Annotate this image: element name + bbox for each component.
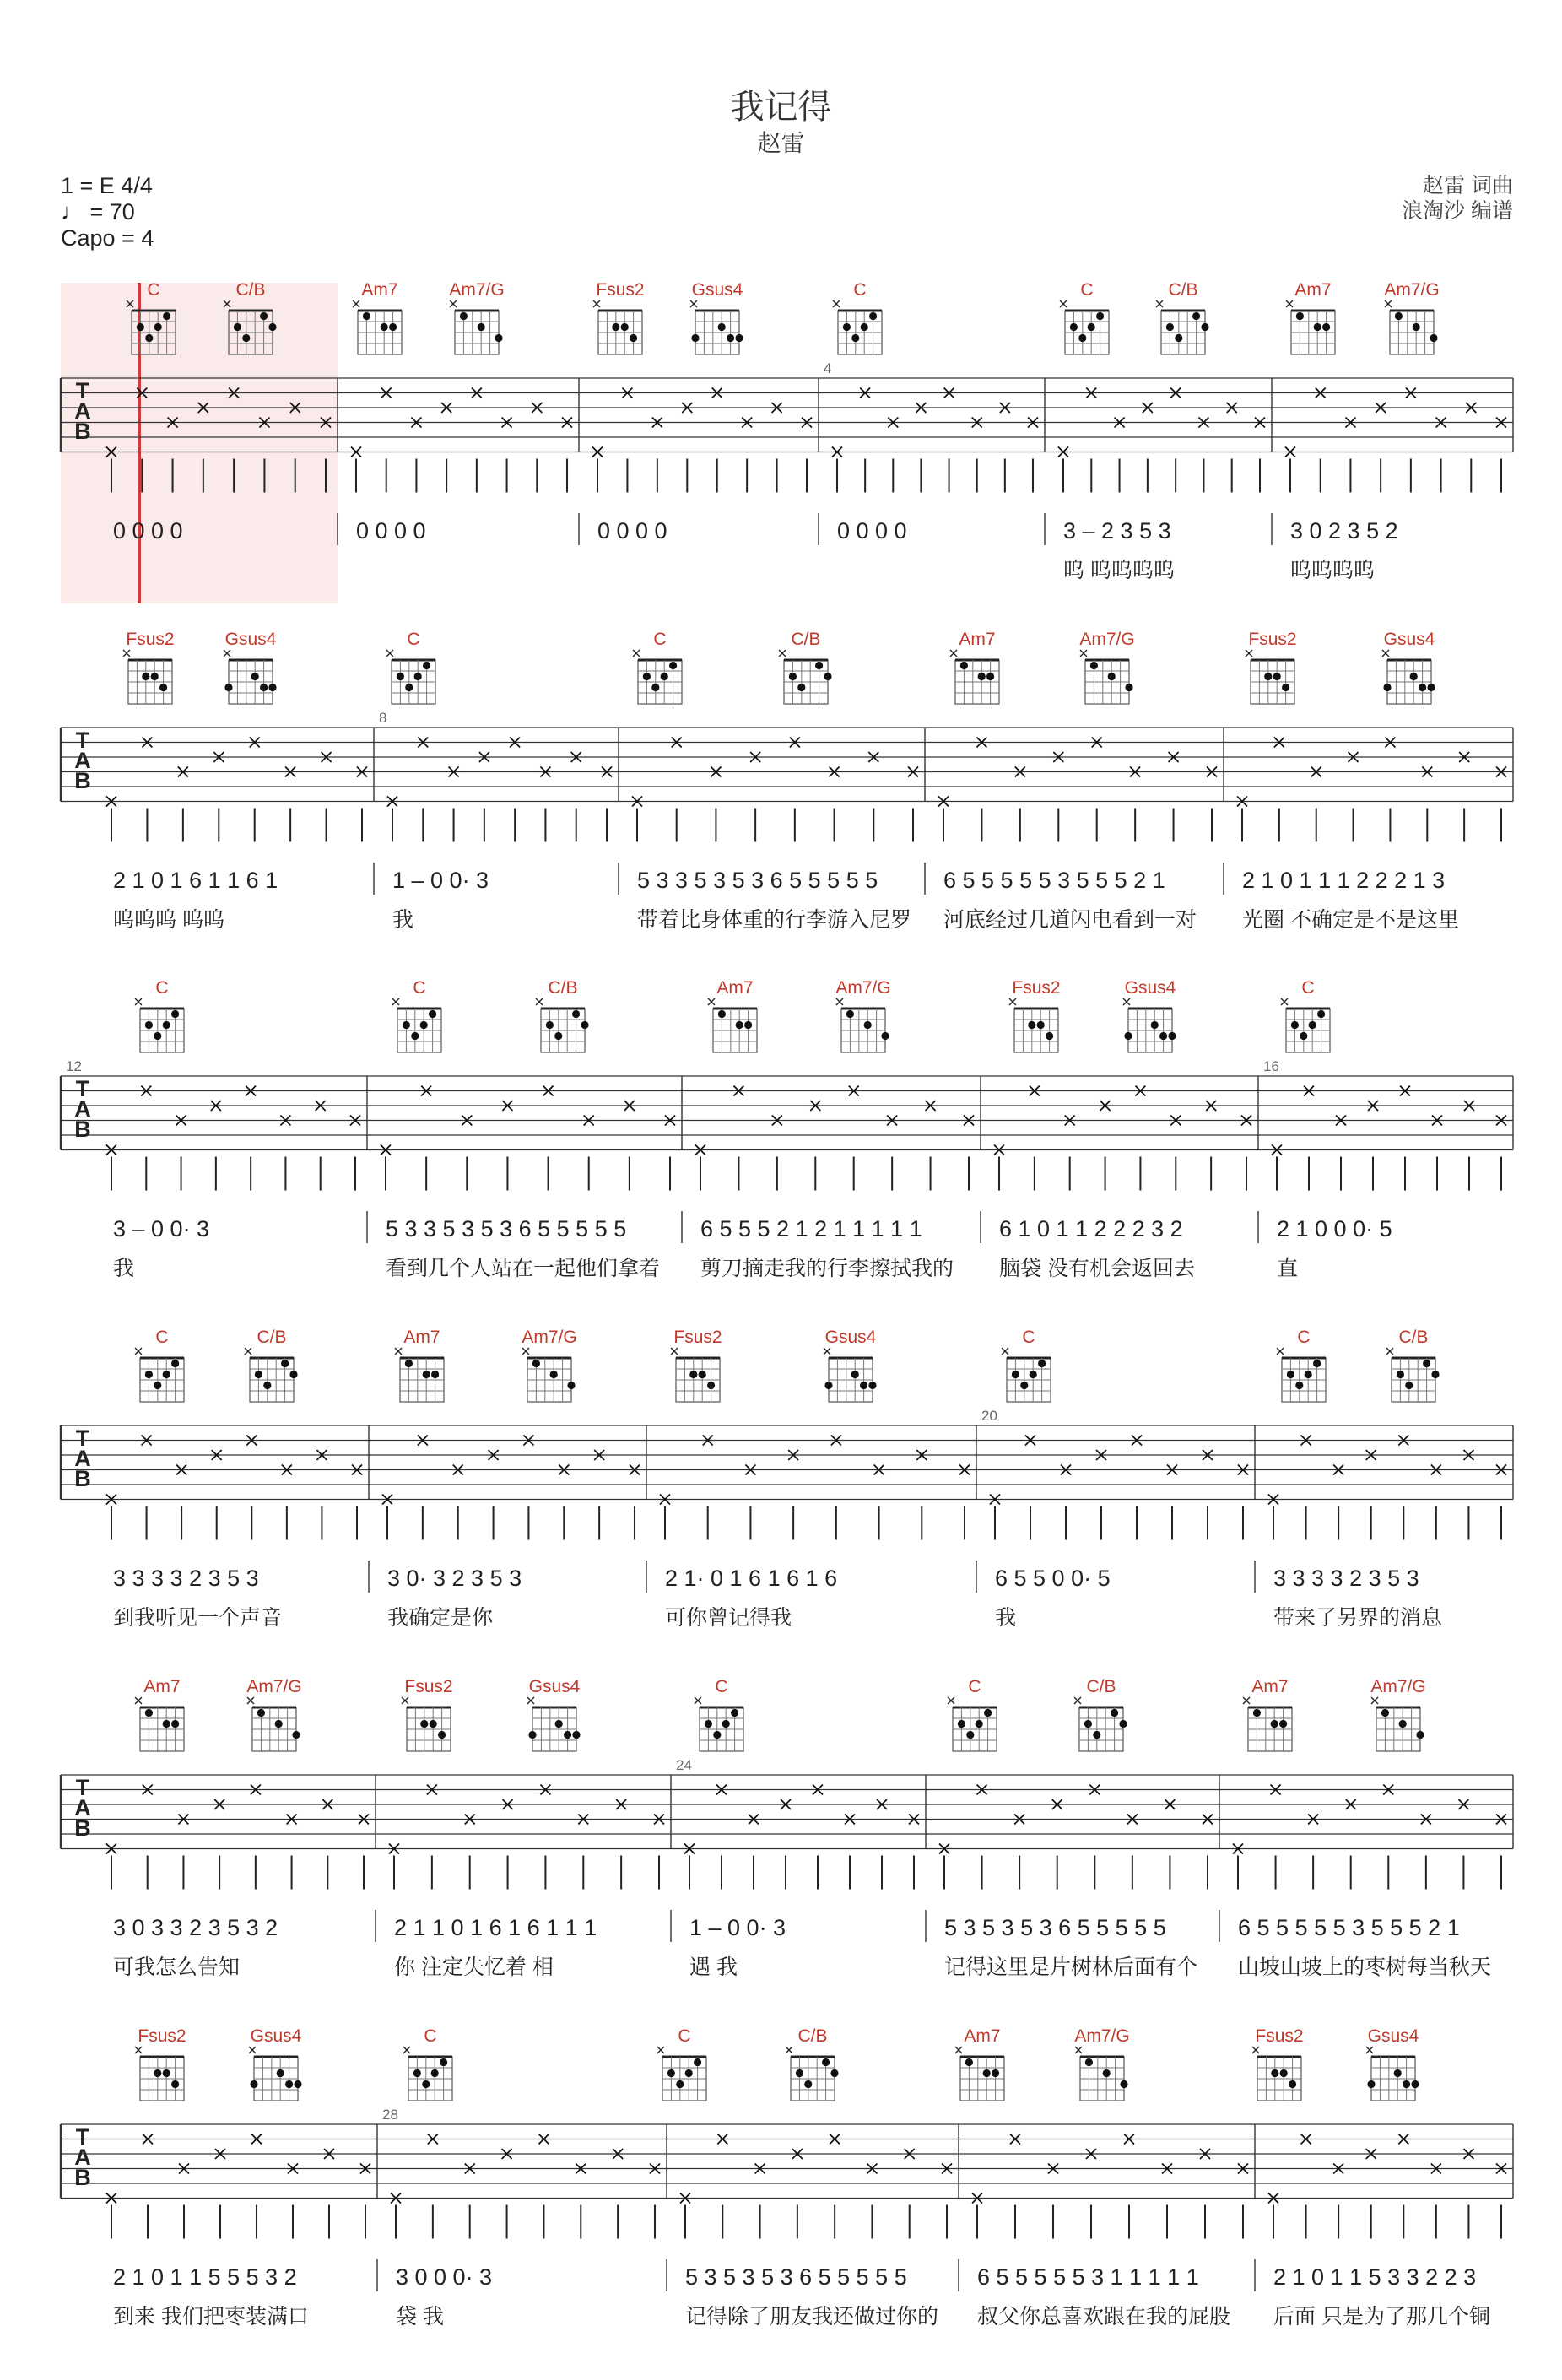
tab-clef-letter: B bbox=[74, 768, 91, 793]
system-4 bbox=[61, 1328, 1513, 1630]
numbered-notation: 3 – 2 3 5 3 bbox=[1063, 518, 1171, 544]
tab-clef-letter: A bbox=[74, 1446, 91, 1471]
tab-clef-letter: T bbox=[75, 1425, 90, 1451]
chord-diagram bbox=[1079, 630, 1134, 704]
chord-diagram bbox=[671, 1328, 722, 1402]
numbered-notation: 1 – 0 0· 3 bbox=[689, 1915, 786, 1940]
chord-diagram bbox=[135, 1328, 184, 1402]
lyric-line: 光圈 不确定是不是这里 bbox=[1242, 908, 1459, 932]
chord-name: Fsus2 bbox=[126, 630, 175, 649]
lyric-line: 可我怎么告知 bbox=[113, 1955, 241, 1979]
chord-diagram bbox=[948, 1677, 997, 1751]
chord-diagram bbox=[224, 280, 277, 354]
lyric-line: 我 bbox=[113, 1257, 135, 1280]
system-2 bbox=[61, 630, 1513, 932]
chord-name: C/B bbox=[548, 978, 578, 998]
numbered-notation: 5 3 3 5 3 5 3 6 5 5 5 5 5 bbox=[386, 1216, 627, 1241]
numbered-notation: 6 5 5 5 5 5 3 1 1 1 1 1 bbox=[977, 2264, 1199, 2290]
chord-diagram bbox=[824, 1328, 877, 1402]
chord-name: C/B bbox=[1086, 1677, 1116, 1696]
lyric-line: 脑袋 没有机会返回去 bbox=[999, 1257, 1195, 1280]
numbered-notation: 6 5 5 5 2 1 2 1 1 1 1 1 bbox=[700, 1216, 922, 1241]
system-5 bbox=[61, 1677, 1513, 1979]
chord-name: C/B bbox=[797, 2026, 828, 2046]
chord-diagram bbox=[1246, 630, 1297, 704]
lyric-line: 叔父你总喜欢跟在我的屁股 bbox=[977, 2305, 1231, 2329]
key-signature: 1 = E 4/4 bbox=[61, 173, 153, 198]
system-1 bbox=[61, 280, 1513, 582]
chord-diagram bbox=[353, 280, 402, 354]
tab-clef-letter: B bbox=[74, 1117, 91, 1142]
numbered-notation: 6 5 5 5 5 5 3 5 5 5 2 1 bbox=[1238, 1915, 1460, 1940]
measure-number: 12 bbox=[66, 1058, 82, 1074]
arranger: 浪淘沙 编谱 bbox=[1402, 199, 1513, 223]
numbered-notation: 3 0 0 0· 3 bbox=[396, 2264, 493, 2290]
chord-diagram bbox=[1156, 280, 1209, 354]
chord-diagram bbox=[224, 630, 277, 704]
chord-diagram bbox=[127, 280, 176, 354]
chord-name: Gsus4 bbox=[691, 280, 743, 300]
chord-name: Gsus4 bbox=[1124, 978, 1176, 998]
chord-name: Fsus2 bbox=[404, 1677, 453, 1696]
tempo-marking: ♩ = 70 bbox=[61, 199, 135, 224]
chord-name: C bbox=[155, 1328, 169, 1347]
chord-diagram bbox=[1382, 630, 1435, 704]
chord-name: Am7/G bbox=[246, 1677, 302, 1696]
chord-name: C bbox=[1022, 1328, 1035, 1347]
chord-name: C bbox=[1080, 280, 1094, 300]
chord-diagram bbox=[1002, 1328, 1051, 1402]
chord-diagram bbox=[695, 1677, 743, 1751]
numbered-notation: 3 0 3 3 2 3 5 3 2 bbox=[113, 1915, 278, 1940]
tab-clef-letter: B bbox=[74, 2165, 91, 2190]
tab-clef-letter: T bbox=[75, 378, 90, 403]
chord-diagram bbox=[1386, 1328, 1440, 1402]
tab-clef-letter: A bbox=[74, 1096, 91, 1122]
chord-diagram bbox=[1281, 978, 1330, 1052]
chord-diagram bbox=[522, 1328, 576, 1402]
capo-marking: Capo = 4 bbox=[61, 225, 154, 251]
tab-clef-letter: B bbox=[74, 1815, 91, 1841]
chord-diagram bbox=[1252, 2026, 1304, 2101]
lyric-line: 带来了另界的消息 bbox=[1273, 1606, 1443, 1630]
chord-diagram bbox=[633, 630, 682, 704]
numbered-notation: 2 1· 0 1 6 1 6 1 6 bbox=[665, 1566, 838, 1591]
lyric-line: 呜 呜呜呜呜 bbox=[1063, 559, 1175, 582]
chord-name: Am7 bbox=[964, 2026, 1001, 2046]
chord-diagram bbox=[1286, 280, 1335, 354]
lyric-line: 山坡山坡上的枣树每当秋天 bbox=[1238, 1955, 1492, 1979]
lyric-line: 你 注定失忆着 相 bbox=[394, 1955, 554, 1979]
numbered-notation: 2 1 0 0 0· 5 bbox=[1277, 1216, 1392, 1241]
chord-name: C/B bbox=[791, 630, 821, 649]
chord-name: C bbox=[715, 1677, 728, 1696]
chord-diagram bbox=[833, 280, 882, 354]
numbered-notation: 0 0 0 0 bbox=[113, 518, 183, 544]
lyric-line: 呜呜呜 呜呜 bbox=[113, 908, 224, 932]
chord-diagram bbox=[135, 2026, 186, 2101]
chord-diagram bbox=[1074, 2026, 1129, 2101]
chord-name: C bbox=[1297, 1328, 1311, 1347]
tab-clef-letter: A bbox=[74, 398, 91, 424]
chord-diagram bbox=[386, 630, 435, 704]
chord-diagram bbox=[1370, 1677, 1425, 1751]
chord-diagram bbox=[1060, 280, 1109, 354]
chord-name: Am7 bbox=[1294, 280, 1332, 300]
chord-diagram bbox=[1366, 2026, 1419, 2101]
chord-name: C bbox=[853, 280, 867, 300]
chord-diagram bbox=[392, 978, 441, 1052]
chord-name: Am7/G bbox=[1074, 2026, 1130, 2046]
chord-name: C bbox=[653, 630, 667, 649]
numbered-notation: 0 0 0 0 bbox=[837, 518, 907, 544]
chord-diagram bbox=[527, 1677, 581, 1751]
chord-name: Am7 bbox=[959, 630, 996, 649]
lyric-line: 剪刀摘走我的行李擦拭我的 bbox=[700, 1257, 954, 1280]
chord-name: Gsus4 bbox=[1367, 2026, 1419, 2046]
chord-diagram bbox=[135, 1677, 184, 1751]
chord-name: Fsus2 bbox=[1248, 630, 1297, 649]
tab-clef-letter: T bbox=[75, 1775, 90, 1800]
tab-clef-letter: B bbox=[74, 419, 91, 444]
chord-diagram bbox=[536, 978, 589, 1052]
chord-diagram bbox=[123, 630, 175, 704]
chord-name: Am7/G bbox=[1384, 280, 1440, 300]
lyric-line: 遇 我 bbox=[689, 1955, 738, 1979]
chord-diagram bbox=[690, 280, 743, 354]
chord-name: C bbox=[147, 280, 160, 300]
numbered-notation: 6 5 5 0 0· 5 bbox=[995, 1566, 1111, 1591]
chord-diagram bbox=[1277, 1328, 1326, 1402]
chord-diagram bbox=[1384, 280, 1439, 354]
chord-name: C bbox=[968, 1677, 981, 1696]
chord-name: C/B bbox=[1168, 280, 1198, 300]
chord-diagram bbox=[708, 978, 757, 1052]
lyric-line: 带着比身体重的行李游入尼罗 bbox=[637, 908, 912, 932]
chord-name: C bbox=[413, 978, 426, 998]
chord-name: Gsus4 bbox=[528, 1677, 581, 1696]
system-3 bbox=[61, 978, 1513, 1280]
lyric-line: 河底经过几道闪电看到一对 bbox=[943, 908, 1197, 932]
lyric-line: 袋 我 bbox=[396, 2305, 444, 2329]
numbered-notation: 3 0 2 3 5 2 bbox=[1290, 518, 1398, 544]
numbered-notation: 2 1 0 1 1 1 2 2 2 1 3 bbox=[1242, 868, 1446, 893]
numbered-notation: 6 5 5 5 5 5 3 5 5 5 2 1 bbox=[943, 868, 1165, 893]
chord-diagram bbox=[657, 2026, 706, 2101]
numbered-notation: 3 3 3 3 2 3 5 3 bbox=[1273, 1566, 1419, 1591]
chord-name: C bbox=[1301, 978, 1315, 998]
measure-number: 16 bbox=[1263, 1058, 1279, 1074]
chord-name: C bbox=[407, 630, 420, 649]
tab-clef-letter: A bbox=[74, 2145, 91, 2170]
chord-name: Am7/G bbox=[835, 978, 891, 998]
chord-name: Am7/G bbox=[1370, 1677, 1426, 1696]
chord-name: C/B bbox=[235, 280, 266, 300]
numbered-notation: 5 3 5 3 5 3 6 5 5 5 5 5 bbox=[944, 1915, 1166, 1940]
measure-number: 24 bbox=[676, 1757, 692, 1773]
tab-clef-letter: T bbox=[75, 2124, 90, 2150]
chord-name: Am7 bbox=[143, 1677, 181, 1696]
chord-diagram bbox=[245, 1328, 298, 1402]
song-artist: 赵雷 bbox=[757, 130, 805, 156]
chord-name: Am7 bbox=[403, 1328, 440, 1347]
numbered-notation: 2 1 0 1 1 5 3 3 2 2 3 bbox=[1273, 2264, 1477, 2290]
chord-name: Fsus2 bbox=[1255, 2026, 1304, 2046]
lyric-line: 可你曾记得我 bbox=[665, 1606, 792, 1630]
lyric-line: 我 bbox=[995, 1606, 1017, 1630]
numbered-notation: 2 1 0 1 6 1 1 6 1 bbox=[113, 868, 278, 893]
tab-clef-letter: B bbox=[74, 1466, 91, 1491]
chord-name: Am7 bbox=[716, 978, 754, 998]
chord-name: Am7 bbox=[361, 280, 398, 300]
lyric-line: 呜呜呜呜 bbox=[1290, 559, 1376, 582]
numbered-notation: 3 – 0 0· 3 bbox=[113, 1216, 210, 1241]
numbered-notation: 6 1 0 1 1 2 2 2 3 2 bbox=[999, 1216, 1183, 1241]
lyric-line: 直 bbox=[1277, 1257, 1299, 1280]
tab-clef-letter: A bbox=[74, 1795, 91, 1820]
chord-diagram bbox=[449, 280, 504, 354]
measure-number: 8 bbox=[379, 710, 387, 726]
chord-diagram bbox=[1074, 1677, 1127, 1751]
chord-name: Gsus4 bbox=[824, 1328, 877, 1347]
numbered-notation: 2 1 1 0 1 6 1 6 1 1 1 bbox=[394, 1915, 597, 1940]
chord-name: Gsus4 bbox=[250, 2026, 302, 2046]
chord-diagram bbox=[402, 1677, 453, 1751]
chord-diagram bbox=[786, 2026, 839, 2101]
chord-name: Gsus4 bbox=[224, 630, 277, 649]
lyric-line: 看到几个人站在一起他们拿着 bbox=[386, 1257, 661, 1280]
chord-diagram bbox=[835, 978, 890, 1052]
chord-name: Fsus2 bbox=[673, 1328, 722, 1347]
chord-name: Fsus2 bbox=[138, 2026, 186, 2046]
chord-name: Am7/G bbox=[449, 280, 505, 300]
lyric-line: 我确定是你 bbox=[387, 1606, 494, 1630]
chord-diagram bbox=[950, 630, 999, 704]
chord-diagram bbox=[779, 630, 832, 704]
system-6 bbox=[61, 2026, 1513, 2329]
numbered-notation: 3 0· 3 2 3 5 3 bbox=[387, 1566, 522, 1591]
lyric-line: 后面 只是为了那几个铜 bbox=[1273, 2305, 1490, 2329]
chord-name: Am7/G bbox=[1079, 630, 1135, 649]
chord-name: Am7/G bbox=[522, 1328, 577, 1347]
chord-diagram bbox=[1243, 1677, 1292, 1751]
chord-name: C bbox=[678, 2026, 691, 2046]
numbered-notation: 5 3 5 3 5 3 6 5 5 5 5 5 bbox=[685, 2264, 907, 2290]
numbered-notation: 2 1 0 1 1 5 5 5 3 2 bbox=[113, 2264, 297, 2290]
tab-clef-letter: A bbox=[74, 748, 91, 773]
chord-diagram bbox=[395, 1328, 444, 1402]
chord-name: Gsus4 bbox=[1383, 630, 1435, 649]
measure-number: 20 bbox=[981, 1408, 997, 1424]
chord-name: Am7 bbox=[1251, 1677, 1289, 1696]
chord-diagram bbox=[593, 280, 645, 354]
lyric-line: 到我听见一个声音 bbox=[113, 1606, 283, 1630]
chord-name: C/B bbox=[257, 1328, 287, 1347]
chord-diagram bbox=[1123, 978, 1176, 1052]
chord-diagram bbox=[135, 978, 184, 1052]
lyric-line: 到来 我们把枣装满口 bbox=[113, 2305, 309, 2329]
chord-diagram bbox=[246, 1677, 301, 1751]
chord-diagram bbox=[1009, 978, 1061, 1052]
chord-name: C bbox=[155, 978, 169, 998]
numbered-notation: 3 3 3 3 2 3 5 3 bbox=[113, 1566, 259, 1591]
chord-name: C bbox=[424, 2026, 437, 2046]
lyric-line: 记得这里是片树林后面有个 bbox=[944, 1955, 1198, 1979]
numbered-notation: 5 3 3 5 3 5 3 6 5 5 5 5 5 bbox=[637, 868, 878, 893]
chord-diagram bbox=[403, 2026, 452, 2101]
song-title: 我记得 bbox=[730, 89, 832, 126]
tab-clef-letter: T bbox=[75, 728, 90, 753]
lyric-line: 我 bbox=[392, 908, 414, 932]
numbered-notation: 1 – 0 0· 3 bbox=[392, 868, 489, 893]
measure-number: 4 bbox=[824, 360, 832, 376]
tab-clef-letter: T bbox=[75, 1076, 90, 1101]
chord-name: Fsus2 bbox=[1012, 978, 1061, 998]
numbered-notation: 0 0 0 0 bbox=[356, 518, 426, 544]
lyric-line: 记得除了朋友我还做过你的 bbox=[685, 2305, 939, 2329]
chord-name: Fsus2 bbox=[596, 280, 645, 300]
chord-diagram bbox=[249, 2026, 302, 2101]
numbered-notation: 0 0 0 0 bbox=[597, 518, 667, 544]
measure-number: 28 bbox=[382, 2107, 398, 2123]
chord-name: C/B bbox=[1398, 1328, 1429, 1347]
lyricist-composer: 赵雷 词曲 bbox=[1423, 174, 1513, 197]
chord-diagram bbox=[955, 2026, 1004, 2101]
